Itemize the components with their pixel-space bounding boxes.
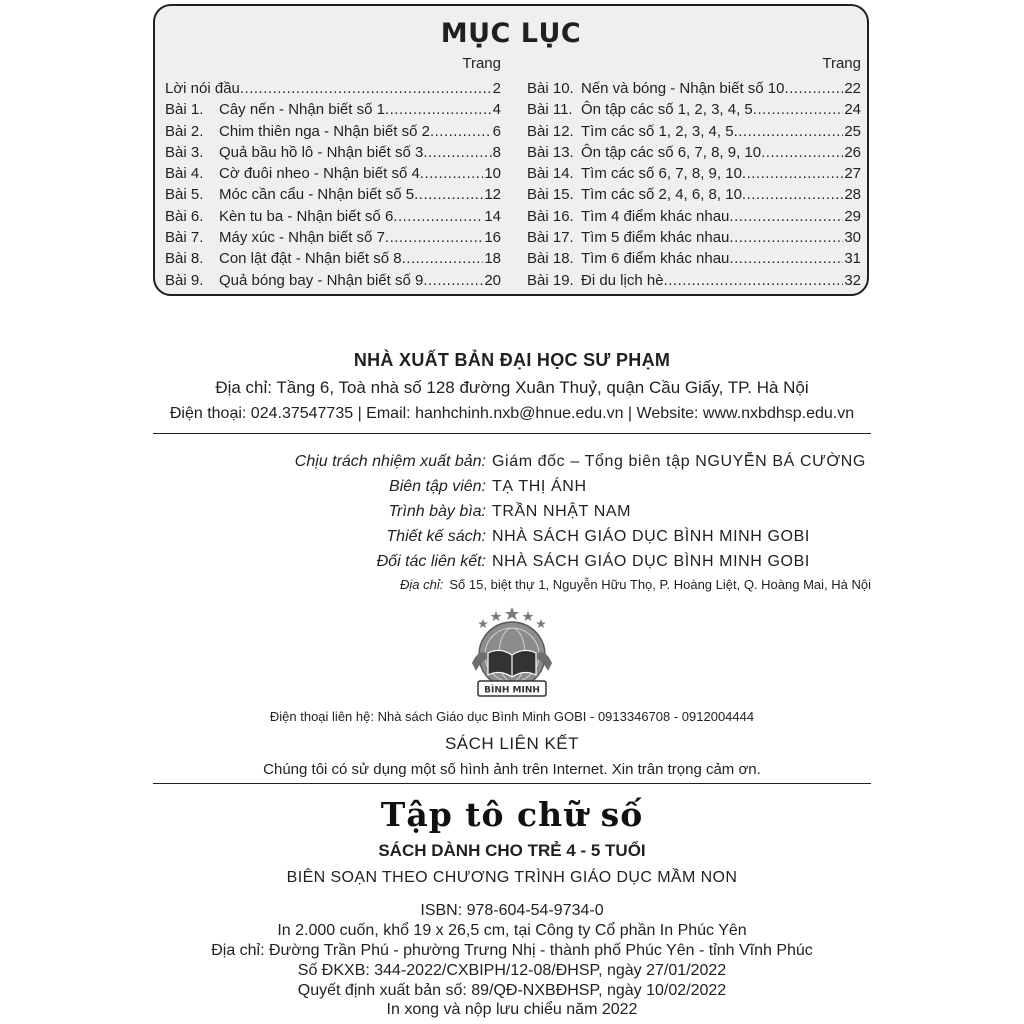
toc-page-number: 24 <box>844 101 861 119</box>
toc-leader-dots <box>423 270 483 291</box>
toc-entry <box>527 270 861 291</box>
toc-page-number: 2 <box>492 80 501 97</box>
toc-lesson-number: Bài 19. <box>527 271 574 289</box>
toc-leader-dots <box>734 121 844 142</box>
credit-row <box>153 449 871 474</box>
book-title: Tập tô chữ số <box>380 795 644 834</box>
toc-entry <box>165 184 501 205</box>
print-run: In 2.000 cuốn, khổ 19 x 26,5 cm, tại Công ty Cổ phần In Phúc Yên <box>277 922 747 939</box>
toc-page-number: 29 <box>844 207 861 225</box>
book-audience: SÁCH DÀNH CHO TRẺ 4 - 5 TUỔI <box>378 841 646 860</box>
toc-lesson-number: Bài 7. <box>165 229 204 247</box>
toc-lesson-number: Bài 11. <box>527 101 573 119</box>
credit-value: TẠ THỊ ÁNH <box>492 478 587 495</box>
credit-label: Biên tập viên: <box>389 478 486 495</box>
credit-row <box>153 499 871 524</box>
toc-page-number: 22 <box>844 80 861 97</box>
toc-entry <box>165 248 501 269</box>
toc-lesson-number: Bài 4. <box>165 165 204 183</box>
toc-lesson-number: Bài 2. <box>165 122 204 140</box>
toc-leader-dots <box>385 99 492 120</box>
toc-lesson-title: Tìm 5 điểm khác nhau <box>581 229 730 247</box>
toc-leader-dots <box>420 163 484 184</box>
toc-entry <box>527 248 861 269</box>
credit-label: Địa chỉ: <box>400 577 444 592</box>
credit-row <box>153 524 871 549</box>
toc-leader-dots <box>742 184 843 205</box>
credit-value: Giám đốc – Tổng biên tập NGUYỄN BÁ CƯỜNG <box>492 453 866 470</box>
toc-lesson-number: Bài 1. <box>165 101 204 119</box>
toc-lesson-title: Máy xúc - Nhận biết số 7 <box>219 229 385 247</box>
toc-leader-dots <box>240 78 492 99</box>
credits <box>153 449 871 596</box>
toc-entry <box>165 270 501 291</box>
publishing-decision: Quyết định xuất bản số: 89/QĐ-NXBĐHSP, ngày 10/02/2022 <box>297 982 727 999</box>
credit-row <box>153 549 871 574</box>
toc-right-column <box>527 54 861 291</box>
toc-page-number: 8 <box>492 143 501 161</box>
printer-address: Địa chỉ: Đường Trần Phú - phường Trưng Nhị - thành phố Phúc Yên - tỉnh Vĩnh Phúc <box>211 942 813 959</box>
toc-page-number: 32 <box>844 271 861 289</box>
credit-value: NHÀ SÁCH GIÁO DỤC BÌNH MINH GOBI <box>492 528 810 545</box>
toc-leader-dots <box>729 206 843 227</box>
toc-lesson-title: Tìm 4 điểm khác nhau <box>581 207 730 225</box>
toc-entry <box>165 227 501 248</box>
toc-leader-dots <box>393 206 483 227</box>
divider <box>153 433 871 434</box>
toc-entry <box>527 142 861 163</box>
toc-lesson-number: Bài 17. <box>527 229 574 247</box>
toc-lesson-title: Tìm các số 1, 2, 3, 4, 5 <box>581 122 734 140</box>
toc-page-number: 4 <box>492 101 501 119</box>
credit-value: Số 15, biệt thự 1, Nguyễn Hữu Thọ, P. Hoàng Liệt, Q. Hoàng Mai, Hà Nội <box>449 577 871 592</box>
toc-lesson-title: Chim thiên nga - Nhận biết số 2 <box>219 122 430 140</box>
toc-lesson-number: Bài 13. <box>527 143 574 161</box>
toc-page-number: 27 <box>844 165 861 183</box>
toc-lesson-title: Con lật đật - Nhận biết số 8 <box>219 250 402 268</box>
toc-page-number: 26 <box>844 143 861 161</box>
toc-entry <box>527 99 861 120</box>
toc-page-number: 18 <box>484 250 501 268</box>
toc-lesson-number: Bài 14. <box>527 165 574 183</box>
toc-leader-dots <box>402 248 484 269</box>
toc-lesson-number: Bài 15. <box>527 186 574 204</box>
toc-page-number: 31 <box>844 250 861 268</box>
toc-entry <box>527 184 861 205</box>
toc-entry <box>165 78 501 99</box>
logo-text: BÌNH MINH <box>484 685 540 696</box>
credit-value: NHÀ SÁCH GIÁO DỤC BÌNH MINH GOBI <box>492 553 810 570</box>
toc-title: MỤC LỤC <box>440 18 582 49</box>
partner-hotline: Điện thoại liên hệ: Nhà sách Giáo dục Bình Minh GOBI - 0913346708 - 0912004444 <box>269 709 755 724</box>
toc-page-number: 28 <box>844 186 861 204</box>
toc-entry <box>165 142 501 163</box>
credit-label: Trình bày bìa: <box>388 503 486 520</box>
toc-lesson-title: Ôn tập các số 6, 7, 8, 9, 10 <box>581 143 762 161</box>
toc-lesson-number: Bài 9. <box>165 271 204 289</box>
publisher-contact: Điện thoại: 024.37547735 | Email: hanhchinh.nxb@hnue.edu.vn | Website: www.nxbdhsp.edu.vn <box>169 405 855 422</box>
toc-lesson-title: Kèn tu ba - Nhận biết số 6 <box>219 207 394 225</box>
toc-leader-dots <box>423 142 491 163</box>
toc-lesson-title: Tìm 6 điểm khác nhau <box>581 250 730 268</box>
deposit-note: In xong và nộp lưu chiểu năm 2022 <box>386 1001 638 1018</box>
toc-entry <box>165 163 501 184</box>
divider <box>153 783 871 784</box>
toc-leader-dots <box>385 227 483 248</box>
toc-page-number: 12 <box>484 186 501 204</box>
toc-lesson-title: Nến và bóng - Nhận biết số 10 <box>581 80 785 97</box>
credit-label: Đối tác liên kết: <box>376 553 486 570</box>
toc-lesson-title: Ôn tập các số 1, 2, 3, 4, 5 <box>581 101 753 119</box>
toc-lesson-number: Bài 5. <box>165 186 204 204</box>
toc-leader-dots <box>753 99 844 120</box>
toc-page-number: 14 <box>484 207 501 225</box>
toc-page-number: 20 <box>484 271 501 289</box>
toc-leader-dots <box>664 270 844 291</box>
toc-page-number: 10 <box>484 165 501 183</box>
toc-lesson-title: Quả bầu hồ lô - Nhận biết số 3 <box>219 143 424 161</box>
toc-lesson-number: Bài 12. <box>527 122 574 140</box>
toc-entry <box>165 206 501 227</box>
toc-lesson-title: Quả bóng bay - Nhận biết số 9 <box>219 271 424 289</box>
toc-lesson-number: Bài 10. <box>527 80 574 97</box>
toc-page-label: Trang <box>462 55 501 72</box>
toc-lesson-title: Tìm các số 2, 4, 6, 8, 10 <box>581 186 742 204</box>
toc-lesson-title: Móc cần cẩu - Nhận biết số 5 <box>219 186 415 204</box>
publisher-name: NHÀ XUẤT BẢN ĐẠI HỌC SƯ PHẠM <box>353 350 671 370</box>
toc-page-number: 25 <box>844 122 861 140</box>
toc-lesson-title: Tìm các số 6, 7, 8, 9, 10 <box>581 165 742 183</box>
toc-leader-dots <box>761 142 843 163</box>
toc-entry <box>527 78 861 99</box>
credit-row <box>153 474 871 499</box>
toc-entry <box>527 206 861 227</box>
toc-left-column <box>165 54 501 291</box>
registration-number: Số ĐKXB: 344-2022/CXBIPH/12-08/ĐHSP, ngày 27/01/2022 <box>297 962 727 979</box>
toc-leader-dots <box>729 248 843 269</box>
toc-leader-dots <box>729 227 843 248</box>
toc-entry <box>527 163 861 184</box>
image-credit-note: Chúng tôi có sử dụng một số hình ảnh trên Internet. Xin trân trọng cảm ơn. <box>263 761 761 778</box>
toc-entry <box>165 99 501 120</box>
toc-lesson-number: Bài 3. <box>165 143 204 161</box>
toc-lesson-title: Cờ đuôi nheo - Nhận biết số 4 <box>219 165 420 183</box>
toc-page-number: 6 <box>492 122 501 140</box>
toc-page-number: 30 <box>844 229 861 247</box>
toc-lesson-number: Bài 8. <box>165 250 204 268</box>
toc-lesson-number: Bài 6. <box>165 207 204 225</box>
credit-row <box>153 574 871 596</box>
toc-leader-dots <box>414 184 483 205</box>
binh-minh-logo <box>462 605 562 701</box>
book-program: BIÊN SOẠN THEO CHƯƠNG TRÌNH GIÁO DỤC MẦM NON <box>286 869 738 886</box>
toc-lesson-title: Đi du lịch hè <box>581 271 664 289</box>
toc-lesson-title: Lời nói đầu <box>165 80 240 97</box>
toc-entry <box>165 121 501 142</box>
toc-leader-dots <box>742 163 843 184</box>
toc-entry <box>527 227 861 248</box>
toc-leader-dots <box>784 78 843 99</box>
credit-value: TRẦN NHẬT NAM <box>492 503 632 520</box>
credit-label: Chịu trách nhiệm xuất bản: <box>294 453 486 470</box>
partner-heading: SÁCH LIÊN KẾT <box>444 734 580 753</box>
toc-lesson-number: Bài 16. <box>527 207 574 225</box>
table-of-contents <box>153 4 869 296</box>
toc-page-number: 16 <box>484 229 501 247</box>
isbn: ISBN: 978-604-54-9734-0 <box>420 902 604 919</box>
toc-lesson-number: Bài 18. <box>527 250 574 268</box>
credit-label: Thiết kế sách: <box>386 528 486 545</box>
toc-entry <box>527 121 861 142</box>
publisher-address: Địa chỉ: Tầng 6, Toà nhà số 128 đường Xuân Thuỷ, quận Cầu Giấy, TP. Hà Nội <box>215 378 809 397</box>
toc-lesson-title: Cây nến - Nhận biết số 1 <box>219 101 385 119</box>
toc-page-label: Trang <box>822 55 861 72</box>
toc-leader-dots <box>430 121 492 142</box>
